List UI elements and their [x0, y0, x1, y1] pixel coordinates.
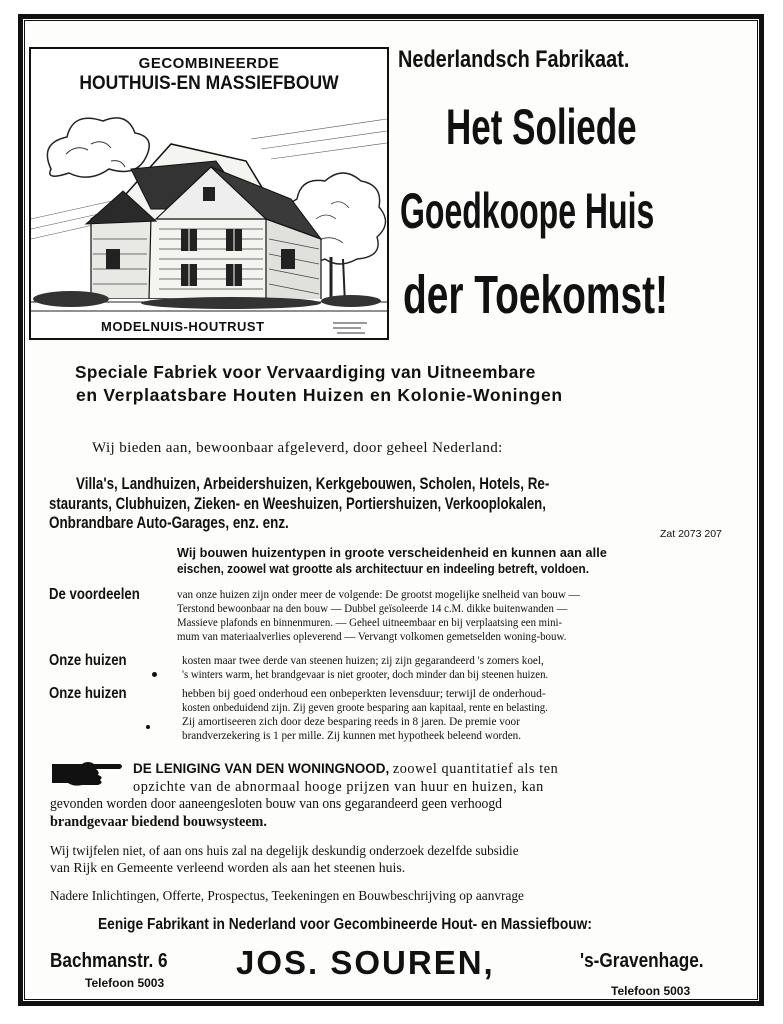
houses2-line3: Zij amortiseeren zich door deze besparing reeds in 8 jaren. De premie voor [182, 714, 520, 728]
bullet-dot-icon [152, 672, 157, 677]
types-line2: eischen, zoowel wat grootte als architectuur en indeeling betreft, voldoen. [177, 562, 589, 576]
signature-mark-icon [331, 319, 371, 335]
housing-line1 [133, 762, 558, 777]
manufacturer-line: Eenige Fabrikant in Nederland voor Gecombineerde Hout- en Massiefbouw: [98, 916, 592, 933]
houses1-line2: 's winters warm, het brandgevaar is niet grooter, doch minder dan bij steenen huizen. [182, 667, 549, 681]
houses2-line1: hebben bij goed onderhoud een onbeperkten levensduur; terwijl de onderhoud- [182, 686, 546, 700]
housing-line3: gevonden worden door aaneengesloten bouw van ons gegarandeerd geen verhoogd [50, 796, 502, 812]
footer-phone-right: Telefoon 5003 [611, 984, 691, 998]
info-line: Nadere Inlichtingen, Offerte, Prospectus, Teekeningen en Bouwbeschrijving op aanvrage [50, 889, 524, 904]
housing-bold: DE LENIGING VAN DEN WONINGNOOD, [133, 761, 390, 776]
footer-address: Bachmanstr. 6 [50, 950, 168, 972]
houses1-line1: kosten maar twee derde van steenen huizen; zij zijn gegarandeerd 's zomers koel, [182, 653, 544, 667]
houses2-line2: kosten onbeduidend zijn. Zij geven groote besparing aan kapitaal, rente en belasting. [182, 700, 548, 714]
headline-top: Nederlandsch Fabrikaat. [398, 46, 630, 73]
advantages-line4: mum van materiaalverlies opleverend — Vervangt volkomen gemetselden woning-bouw. [177, 629, 567, 643]
footer-phone-left: Telefoon 5003 [85, 976, 165, 990]
subsidy-line2: van Rijk en Gemeente verleend worden als aan het steenen huis. [50, 860, 406, 875]
offer-intro: Wij bieden aan, bewoonbaar afgeleverd, door geheel Nederland: [92, 440, 503, 456]
headline-line1: Het Soliede [446, 99, 637, 155]
houses2-label: Onze huizen [49, 685, 127, 702]
subheading-line1: Speciale Fabriek voor Vervaardiging van Uitneembare [75, 362, 536, 382]
offer-reference: Zat 2073 207 [660, 528, 722, 540]
advantages-line3: Massieve plafonds en binnenmuren. — Geheel uitneembaar en bij verplaatsing een mini- [177, 615, 563, 629]
offer-list-line2: staurants, Clubhuizen, Zieken- en Weeshuizen, Portiershuizen, Verkooplokalen, [49, 494, 546, 513]
footer-company-name: JOS. SOUREN, [236, 944, 495, 981]
advantages-line1: van onze huizen zijn onder meer de volgende: De grootst mogelijke snelheid van bouw — [177, 587, 580, 601]
advantages-label: De voordeelen [49, 586, 140, 603]
house-drawing-icon [31, 99, 387, 319]
advantages-line2: Terstond bewoonbaar na den bouw — Dubbel geïsoleerde 14 c.M. dikke buitenwanden — [177, 601, 568, 615]
footer-city: 's-Gravenhage. [580, 950, 704, 972]
illustration-title-line2: HOUTHUIS-EN MASSIEFBOUW [79, 73, 339, 94]
housing-line2: opzichte van de abnormaal hooge prijzen van huur en huizen, kan [133, 779, 544, 795]
housing-line1-rest: zoowel quantitatief als ten [392, 761, 559, 777]
illustration-caption: MODELNUIS-HOUTRUST [101, 319, 265, 334]
bullet-dot-icon [146, 725, 150, 729]
headline-line2: Goedkoope Huis [400, 183, 655, 239]
houses1-label: Onze huizen [49, 652, 127, 669]
houses2-line4: brandverzekering is 1 per mille. Zij kunnen met hypotheek beleend worden. [182, 728, 522, 742]
pointing-hand-icon [50, 758, 124, 786]
subheading-line2: en Verplaatsbare Houten Huizen en Kolonie-Woningen [76, 385, 563, 405]
subsidy-line1: Wij twijfelen niet, of aan ons huis zal na degelijk deskundig onderzoek dezelfde subsidie [50, 843, 519, 858]
headline-line3: der Toekomst! [403, 265, 669, 325]
housing-line4: brandgevaar biedend bouwsysteem. [50, 814, 267, 830]
offer-list-line1: Villa's, Landhuizen, Arbeidershuizen, Kerkgebouwen, Scholen, Hotels, Re- [76, 474, 550, 493]
illustration-title-line1: GECOMBINEERDE [138, 55, 280, 72]
house-illustration-panel [29, 47, 389, 340]
types-line1: Wij bouwen huizentypen in groote verscheidenheid en kunnen aan alle [177, 546, 607, 560]
offer-list-line3: Onbrandbare Auto-Garages, enz. enz. [49, 513, 289, 532]
